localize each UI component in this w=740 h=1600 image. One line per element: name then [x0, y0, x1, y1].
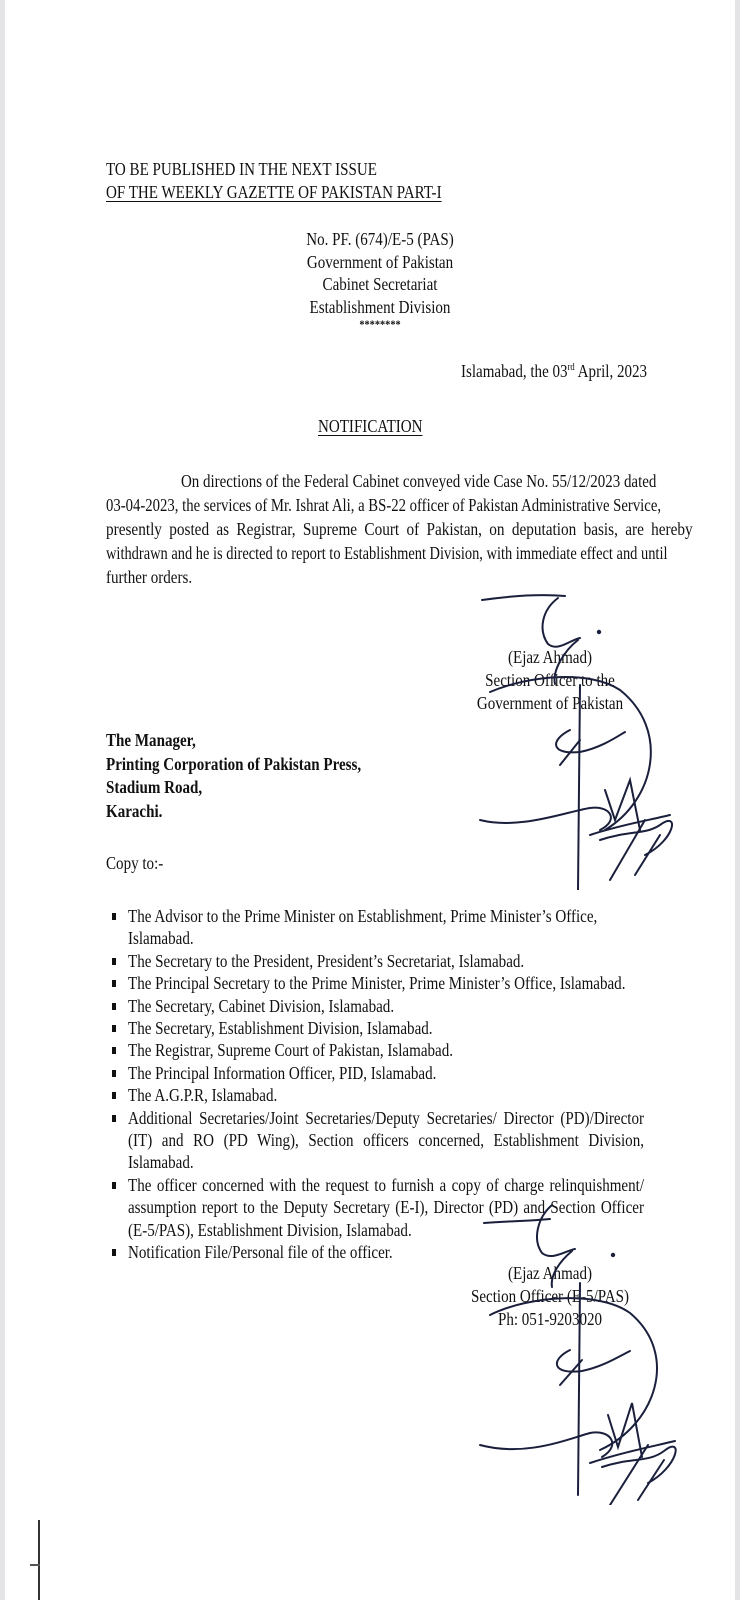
copy-to-label: Copy to:-	[106, 853, 164, 873]
list-item: The Advisor to the Prime Minister on Establishment, Prime Minister’s Office, Islamabad.	[112, 905, 632, 950]
list-item: Notification File/Personal file of the officer.	[112, 1241, 632, 1263]
reference-block	[290, 228, 470, 330]
addressee-line: Karachi.	[106, 800, 163, 821]
bullet-icon	[112, 1249, 116, 1256]
signatory-name: (Ejaz Ahmad)	[507, 647, 592, 667]
bullet-icon	[112, 1070, 116, 1077]
list-item: The Registrar, Supreme Court of Pakistan, Islamabad.	[112, 1039, 632, 1061]
signatory-designation-2: Government of Pakistan	[476, 693, 624, 713]
body-line: On directions of the Federal Cabinet conveyed vide Case No. 55/12/2023 dated	[181, 471, 657, 491]
date-rest: April, 2023	[574, 361, 648, 381]
signatory-designation: Section Officer (E-5/PAS)	[470, 1286, 629, 1306]
bullet-icon	[112, 958, 116, 965]
addressee-line: The Manager,	[106, 730, 196, 750]
signatory-name: (Ejaz Ahmad)	[507, 1263, 592, 1283]
addressee-line: Printing Corporation of Pakistan Press,	[106, 753, 362, 774]
signatory-designation: Section Officer to the	[485, 670, 615, 690]
bullet-icon	[112, 1025, 116, 1032]
list-item: The officer concerned with the request to furnish a copy of charge relinquishment/ assumption report to the Deputy Secretary (E-I), Director (PD) and Section Officer (E-5/PAS), Establishment Division, Islamabad.	[112, 1174, 632, 1241]
division-name: Establishment Division	[309, 296, 451, 317]
bullet-icon	[112, 980, 116, 987]
copy-to-list	[112, 905, 644, 1264]
government-name: Government of Pakistan	[306, 251, 454, 272]
list-item: The Principal Information Officer, PID, Islamabad.	[112, 1062, 632, 1084]
body-line: 03-04-2023, the services of Mr. Ishrat Ali, a BS-22 officer of Pakistan Administrative Service,	[106, 495, 662, 515]
bullet-icon	[112, 1182, 116, 1189]
reference-number: No. PF. (674)/E-5 (PAS)	[306, 229, 454, 249]
signature-block-2	[440, 1262, 660, 1331]
secretariat-name: Cabinet Secretariat	[322, 274, 438, 294]
list-item: The Principal Secretary to the Prime Minister, Prime Minister’s Office, Islamabad.	[112, 972, 632, 994]
dateline	[461, 360, 647, 382]
bullet-icon	[112, 1047, 116, 1054]
date-ordinal: rd	[567, 362, 575, 374]
separator-stars: ********	[359, 317, 401, 331]
body-line: withdrawn and he is directed to report to Establishment Division, with immediate effect and until	[106, 543, 668, 563]
list-item: The Secretary, Cabinet Division, Islamabad.	[112, 995, 632, 1017]
bullet-icon	[112, 1003, 116, 1010]
signature-block-1	[440, 646, 660, 715]
body-line: presently posted as Registrar, Supreme Court of Pakistan, on deputation basis, are hereby	[106, 519, 693, 539]
date-prefix: Islamabad, the 03	[461, 361, 568, 381]
gazette-header-line2: OF THE WEEKLY GAZETTE OF PAKISTAN PART-I	[106, 182, 442, 202]
addressee-block	[106, 729, 403, 823]
bullet-icon	[112, 913, 116, 920]
body-line: further orders.	[106, 567, 193, 587]
signatory-phone: Ph: 051-9203020	[497, 1309, 603, 1329]
list-item: The A.G.P.R, Islamabad.	[112, 1084, 632, 1106]
notification-title: NOTIFICATION	[318, 416, 423, 436]
list-item: Additional Secretaries/Joint Secretaries/Deputy Secretaries/ Director (PD)/Director (IT) and RO (PD Wing), Section officers concerned, Establishment Division, Islamabad.	[112, 1107, 632, 1174]
bullet-icon	[112, 1092, 116, 1099]
gazette-header-line1: TO BE PUBLISHED IN THE NEXT ISSUE	[106, 159, 377, 179]
list-item: The Secretary, Establishment Division, Islamabad.	[112, 1017, 632, 1039]
bullet-icon	[112, 1115, 116, 1122]
addressee-line: Stadium Road,	[106, 777, 203, 797]
list-item: The Secretary to the President, President’s Secretariat, Islamabad.	[112, 950, 632, 972]
signature-scribble-1	[470, 580, 700, 890]
